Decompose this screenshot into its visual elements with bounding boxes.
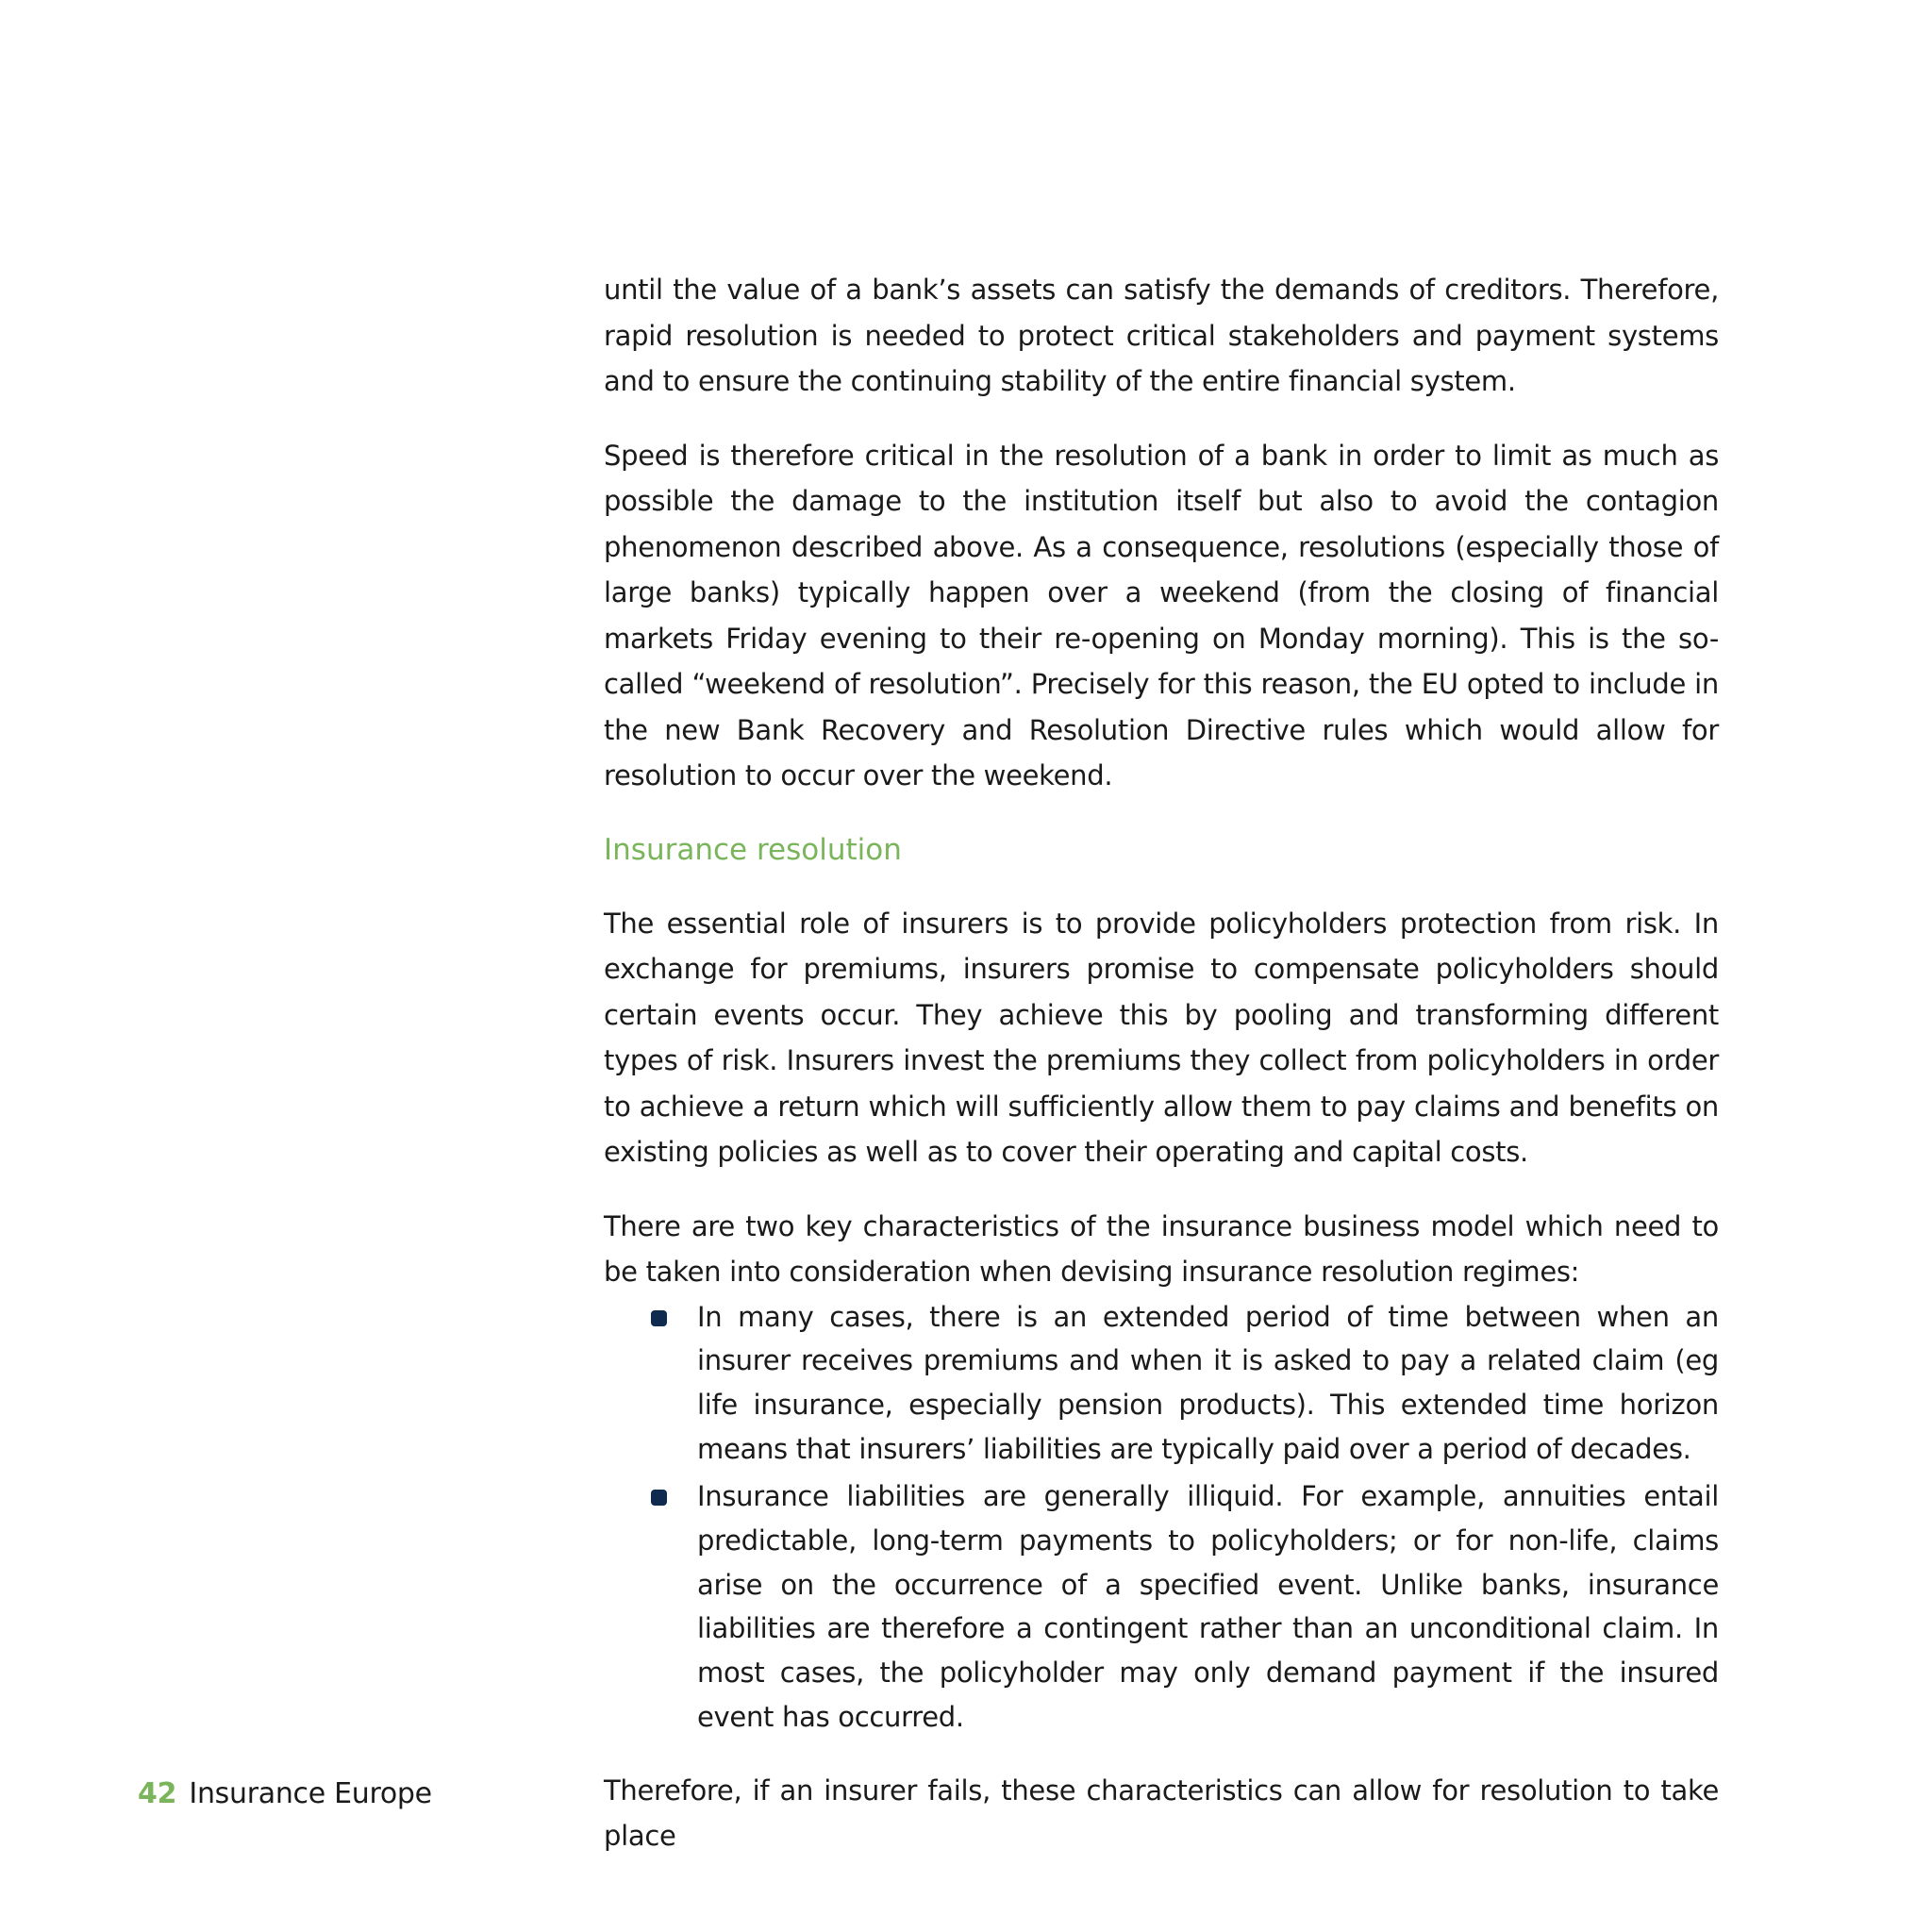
- list-item-text: In many cases, there is an extended period of time between when an insurer receives premiums and when it is asked to pay a related claim (eg life insurance, especially pension products). This extended time horizon means that insurers’ liabilities are typically paid over a period of decades.: [697, 1300, 1719, 1465]
- list-item: [604, 1295, 1719, 1472]
- page-number: 42: [138, 1777, 177, 1810]
- bullet-icon: [651, 1490, 667, 1506]
- paragraph-speed: Speed is therefore critical in the resolution of a bank in order to limit as much as possible the damage to the institution itself but also to avoid the contagion phenomenon described above. As a consequence, resolutions (especially those of large banks) typically happen over a weekend (from the closing of financial markets Friday evening to their re-opening on Monday morning). This is the so-called “weekend of resolution”. Precisely for this reason, the EU opted to include in the new Bank Recovery and Resolution Directive rules which would allow for resolution to occur over the weekend.: [604, 439, 1719, 791]
- paragraph-therefore: Therefore, if an insurer fails, these characteristics can allow for resolution to take place: [604, 1774, 1719, 1853]
- paragraph-role-of-insurers: The essential role of insurers is to provide policyholders protection from risk. In exchange for premiums, insurers promise to compensate policyholders should certain events occur. They achieve this by pooling and transforming different types of risk. Insurers invest the premiums they collect from policyholders in order to achieve a return which will sufficiently allow them to pay claims and benefits on existing policies as well as to cover their operating and capital costs.: [604, 907, 1719, 1168]
- paragraph-bank-assets: until the value of a bank’s assets can satisfy the demands of creditors. Therefore, rapid resolution is needed to protect critical stakeholders and payment systems and to ensure the continuing stability of the entire financial system.: [604, 274, 1719, 397]
- page-footer: [138, 1775, 432, 1813]
- paragraph-key-characteristics: There are two key characteristics of the insurance business model which need to be taken into consideration when devising insurance resolution regimes:: [604, 1209, 1719, 1288]
- publisher-name: Insurance Europe: [189, 1777, 432, 1810]
- list-item: [604, 1474, 1719, 1739]
- list-item-text: Insurance liabilities are generally illiquid. For example, annuities entail predictable, long-term payments to policyholders; or for non-life, claims arise on the occurrence of a specified event. Unlike banks, insurance liabilities are therefore a contingent rather than an unconditional claim. In most cases, the policyholder may only demand payment if the insured event has occurred.: [697, 1480, 1719, 1733]
- bullet-list: [604, 1295, 1719, 1740]
- body-text: [604, 267, 1719, 1888]
- section-heading: Insurance resolution: [604, 832, 902, 867]
- bullet-icon: [651, 1310, 667, 1326]
